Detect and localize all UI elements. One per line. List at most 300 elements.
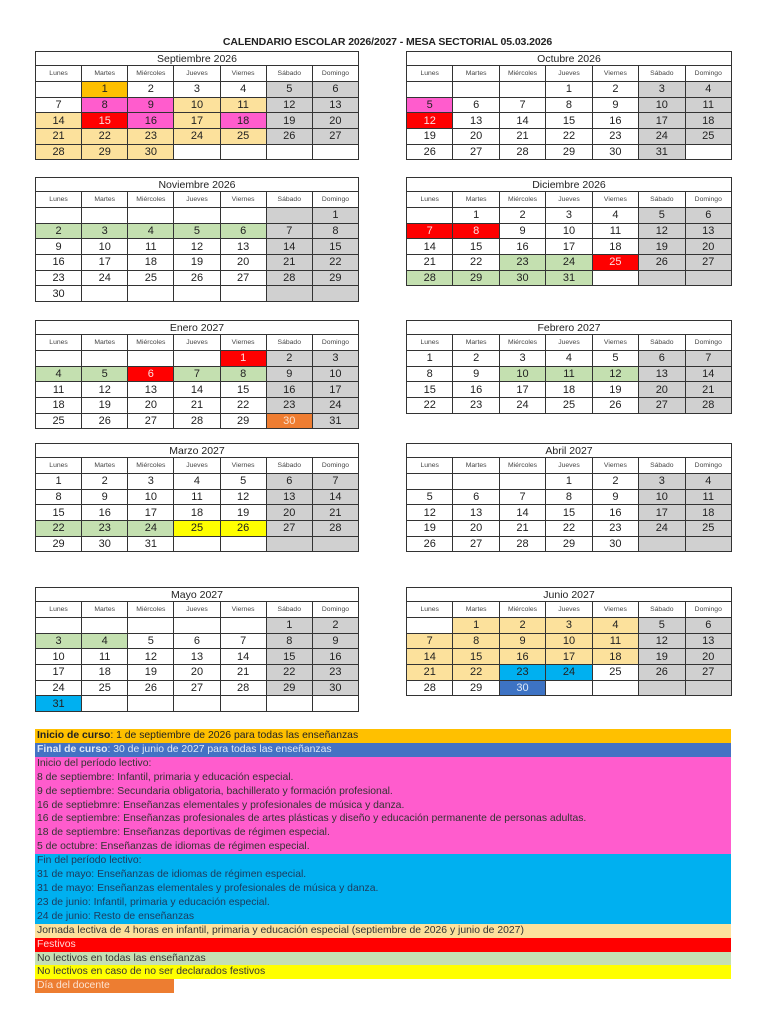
week-row bbox=[407, 366, 732, 382]
day-cell: 14 bbox=[266, 239, 312, 255]
day-cell: 10 bbox=[36, 649, 82, 665]
day-cell: 14 bbox=[499, 505, 545, 521]
legend-no-lectivos-festivos: No lectivos en caso de no ser declarados festivos bbox=[35, 965, 731, 979]
empty-day-cell bbox=[36, 351, 82, 367]
day-cell: 12 bbox=[128, 649, 174, 665]
empty-day-cell bbox=[639, 536, 685, 552]
day-cell: 24 bbox=[546, 255, 592, 271]
day-cell: 8 bbox=[546, 97, 592, 113]
empty-day-cell bbox=[312, 144, 358, 160]
weekday-header: Domingo bbox=[685, 602, 731, 618]
day-cell: 10 bbox=[639, 489, 685, 505]
day-cell: 30 bbox=[312, 680, 358, 696]
empty-day-cell bbox=[453, 474, 499, 490]
legend-line: 31 de mayo: Enseñanzas de idiomas de régimen especial. bbox=[37, 869, 307, 881]
day-cell: 18 bbox=[685, 505, 731, 521]
day-cell: 23 bbox=[82, 521, 128, 537]
empty-day-cell bbox=[266, 536, 312, 552]
week-row bbox=[407, 474, 732, 490]
day-cell: 13 bbox=[312, 97, 358, 113]
empty-day-cell bbox=[128, 618, 174, 634]
empty-day-cell bbox=[546, 680, 592, 696]
week-row bbox=[407, 208, 732, 224]
day-cell: 28 bbox=[685, 398, 731, 414]
day-cell: 24 bbox=[546, 665, 592, 681]
weekday-header: Sábado bbox=[266, 335, 312, 351]
day-cell: 12 bbox=[220, 489, 266, 505]
day-cell: 24 bbox=[174, 129, 220, 145]
day-cell: 19 bbox=[128, 665, 174, 681]
day-cell: 17 bbox=[639, 505, 685, 521]
weekday-header: Lunes bbox=[36, 335, 82, 351]
day-cell: 18 bbox=[174, 505, 220, 521]
day-cell: 12 bbox=[407, 113, 453, 129]
week-row bbox=[407, 382, 732, 398]
day-cell: 17 bbox=[82, 255, 128, 271]
day-cell: 2 bbox=[499, 618, 545, 634]
day-cell: 20 bbox=[453, 521, 499, 537]
day-cell: 6 bbox=[453, 489, 499, 505]
day-cell: 6 bbox=[453, 97, 499, 113]
legend-dia-docente: Día del docente bbox=[35, 979, 174, 993]
weekday-header: Sábado bbox=[266, 192, 312, 208]
day-cell: 21 bbox=[36, 129, 82, 145]
weekday-header: Miércoles bbox=[128, 192, 174, 208]
weekday-header: Viernes bbox=[220, 66, 266, 82]
day-cell: 13 bbox=[266, 489, 312, 505]
day-cell: 21 bbox=[174, 398, 220, 414]
day-cell: 22 bbox=[546, 521, 592, 537]
weekday-header: Domingo bbox=[312, 192, 358, 208]
day-cell: 29 bbox=[453, 270, 499, 286]
day-cell: 12 bbox=[407, 505, 453, 521]
legend-final-curso-text: : 30 de junio de 2027 para todas las enseñanzas bbox=[107, 743, 332, 755]
weekday-header: Martes bbox=[82, 192, 128, 208]
day-cell: 25 bbox=[82, 680, 128, 696]
weekday-header: Domingo bbox=[312, 458, 358, 474]
day-cell: 1 bbox=[407, 351, 453, 367]
day-cell: 19 bbox=[174, 255, 220, 271]
day-cell: 8 bbox=[407, 366, 453, 382]
weekday-header: Jueves bbox=[174, 335, 220, 351]
day-cell: 2 bbox=[36, 223, 82, 239]
day-cell: 8 bbox=[453, 223, 499, 239]
day-cell: 17 bbox=[128, 505, 174, 521]
weekday-header: Sábado bbox=[639, 458, 685, 474]
month-calendar bbox=[406, 177, 732, 286]
day-cell: 19 bbox=[82, 398, 128, 414]
day-cell: 5 bbox=[174, 223, 220, 239]
week-row bbox=[36, 144, 359, 160]
day-cell: 11 bbox=[546, 366, 592, 382]
empty-day-cell bbox=[592, 270, 638, 286]
weekday-header: Domingo bbox=[312, 66, 358, 82]
legend-line: 24 de junio: Resto de enseñanzas bbox=[37, 910, 195, 922]
week-row bbox=[36, 665, 359, 681]
day-cell: 27 bbox=[639, 398, 685, 414]
day-cell: 10 bbox=[312, 366, 358, 382]
day-cell: 7 bbox=[499, 97, 545, 113]
empty-day-cell bbox=[220, 286, 266, 302]
week-row bbox=[36, 536, 359, 552]
month-calendar bbox=[406, 320, 732, 414]
day-cell: 12 bbox=[592, 366, 638, 382]
day-cell: 28 bbox=[407, 680, 453, 696]
day-cell: 11 bbox=[592, 223, 638, 239]
day-cell: 12 bbox=[639, 633, 685, 649]
day-cell: 11 bbox=[685, 97, 731, 113]
day-cell: 3 bbox=[546, 208, 592, 224]
day-cell: 17 bbox=[174, 113, 220, 129]
day-cell: 18 bbox=[685, 113, 731, 129]
month-calendar bbox=[406, 587, 732, 696]
day-cell: 29 bbox=[546, 536, 592, 552]
week-row bbox=[36, 97, 359, 113]
empty-day-cell bbox=[685, 270, 731, 286]
day-cell: 14 bbox=[407, 649, 453, 665]
day-cell: 15 bbox=[453, 239, 499, 255]
day-cell: 20 bbox=[266, 505, 312, 521]
weekday-header: Martes bbox=[453, 192, 499, 208]
day-cell: 28 bbox=[220, 680, 266, 696]
month-title: Septiembre 2026 bbox=[36, 52, 359, 66]
day-cell: 6 bbox=[174, 633, 220, 649]
day-cell: 4 bbox=[546, 351, 592, 367]
day-cell: 24 bbox=[36, 680, 82, 696]
weekday-header: Lunes bbox=[407, 335, 453, 351]
weekday-header: Miércoles bbox=[128, 458, 174, 474]
day-cell: 26 bbox=[174, 270, 220, 286]
week-row bbox=[36, 680, 359, 696]
day-cell: 1 bbox=[546, 474, 592, 490]
day-cell: 11 bbox=[592, 633, 638, 649]
weekday-header: Martes bbox=[82, 458, 128, 474]
day-cell: 13 bbox=[453, 505, 499, 521]
day-cell: 28 bbox=[36, 144, 82, 160]
weekday-header: Viernes bbox=[220, 192, 266, 208]
day-cell: 15 bbox=[407, 382, 453, 398]
weekday-header: Sábado bbox=[639, 66, 685, 82]
weekday-header: Martes bbox=[82, 602, 128, 618]
day-cell: 3 bbox=[174, 82, 220, 98]
day-cell: 11 bbox=[36, 382, 82, 398]
weekday-header: Miércoles bbox=[128, 602, 174, 618]
day-cell: 8 bbox=[312, 223, 358, 239]
empty-day-cell bbox=[36, 208, 82, 224]
weekday-header: Lunes bbox=[407, 602, 453, 618]
day-cell: 30 bbox=[499, 270, 545, 286]
day-cell: 1 bbox=[266, 618, 312, 634]
day-cell: 2 bbox=[82, 474, 128, 490]
day-cell: 26 bbox=[220, 521, 266, 537]
day-cell: 21 bbox=[407, 665, 453, 681]
day-cell: 6 bbox=[312, 82, 358, 98]
weekday-header: Lunes bbox=[36, 66, 82, 82]
day-cell: 31 bbox=[546, 270, 592, 286]
day-cell: 18 bbox=[82, 665, 128, 681]
day-cell: 3 bbox=[499, 351, 545, 367]
week-row bbox=[36, 474, 359, 490]
day-cell: 22 bbox=[82, 129, 128, 145]
empty-day-cell bbox=[266, 208, 312, 224]
day-cell: 26 bbox=[592, 398, 638, 414]
week-row bbox=[36, 82, 359, 98]
day-cell: 31 bbox=[312, 413, 358, 429]
day-cell: 6 bbox=[685, 618, 731, 634]
day-cell: 2 bbox=[128, 82, 174, 98]
day-cell: 7 bbox=[407, 633, 453, 649]
week-row bbox=[36, 255, 359, 271]
day-cell: 3 bbox=[82, 223, 128, 239]
day-cell: 9 bbox=[453, 366, 499, 382]
day-cell: 9 bbox=[266, 366, 312, 382]
empty-day-cell bbox=[453, 82, 499, 98]
day-cell: 20 bbox=[453, 129, 499, 145]
day-cell: 20 bbox=[685, 649, 731, 665]
weekday-header: Lunes bbox=[36, 602, 82, 618]
day-cell: 27 bbox=[453, 536, 499, 552]
day-cell: 22 bbox=[220, 398, 266, 414]
legend-line: 16 de septiebmre: Enseñanzas elementales y profesionales de música y danza. bbox=[37, 799, 405, 811]
day-cell: 22 bbox=[312, 255, 358, 271]
empty-day-cell bbox=[36, 82, 82, 98]
day-cell: 28 bbox=[499, 536, 545, 552]
legend-no-lectivos: No lectivos en todas las enseñanzas bbox=[35, 952, 731, 966]
weekday-header: Sábado bbox=[639, 335, 685, 351]
day-cell: 15 bbox=[266, 649, 312, 665]
week-row bbox=[36, 208, 359, 224]
empty-day-cell bbox=[407, 474, 453, 490]
day-cell: 15 bbox=[82, 113, 128, 129]
week-row bbox=[36, 382, 359, 398]
day-cell: 14 bbox=[220, 649, 266, 665]
month-title: Marzo 2027 bbox=[36, 444, 359, 458]
weekday-header: Viernes bbox=[220, 602, 266, 618]
day-cell: 30 bbox=[82, 536, 128, 552]
week-row bbox=[407, 649, 732, 665]
day-cell: 2 bbox=[592, 474, 638, 490]
week-row bbox=[36, 505, 359, 521]
day-cell: 26 bbox=[407, 144, 453, 160]
day-cell: 16 bbox=[312, 649, 358, 665]
day-cell: 11 bbox=[685, 489, 731, 505]
week-row bbox=[407, 255, 732, 271]
day-cell: 23 bbox=[128, 129, 174, 145]
day-cell: 13 bbox=[639, 366, 685, 382]
day-cell: 3 bbox=[312, 351, 358, 367]
empty-day-cell bbox=[685, 680, 731, 696]
day-cell: 11 bbox=[82, 649, 128, 665]
weekday-header: Lunes bbox=[407, 66, 453, 82]
day-cell: 29 bbox=[546, 144, 592, 160]
week-row bbox=[407, 270, 732, 286]
day-cell: 17 bbox=[499, 382, 545, 398]
day-cell: 6 bbox=[266, 474, 312, 490]
day-cell: 16 bbox=[36, 255, 82, 271]
week-row bbox=[36, 489, 359, 505]
day-cell: 7 bbox=[312, 474, 358, 490]
empty-day-cell bbox=[174, 618, 220, 634]
day-cell: 24 bbox=[639, 521, 685, 537]
weekday-header: Lunes bbox=[36, 192, 82, 208]
day-cell: 9 bbox=[128, 97, 174, 113]
day-cell: 14 bbox=[174, 382, 220, 398]
day-cell: 5 bbox=[220, 474, 266, 490]
empty-day-cell bbox=[220, 618, 266, 634]
day-cell: 13 bbox=[220, 239, 266, 255]
week-row bbox=[36, 521, 359, 537]
day-cell: 27 bbox=[128, 413, 174, 429]
day-cell: 16 bbox=[82, 505, 128, 521]
day-cell: 29 bbox=[312, 270, 358, 286]
day-cell: 6 bbox=[639, 351, 685, 367]
weekday-header: Martes bbox=[453, 602, 499, 618]
day-cell: 25 bbox=[128, 270, 174, 286]
month-calendar bbox=[35, 443, 359, 552]
day-cell: 2 bbox=[499, 208, 545, 224]
day-cell: 10 bbox=[499, 366, 545, 382]
day-cell: 5 bbox=[639, 208, 685, 224]
empty-day-cell bbox=[174, 286, 220, 302]
week-row bbox=[36, 223, 359, 239]
weekday-header: Jueves bbox=[174, 602, 220, 618]
empty-day-cell bbox=[128, 696, 174, 712]
day-cell: 30 bbox=[266, 413, 312, 429]
day-cell: 12 bbox=[266, 97, 312, 113]
weekday-header: Jueves bbox=[174, 192, 220, 208]
empty-day-cell bbox=[220, 536, 266, 552]
day-cell: 17 bbox=[546, 649, 592, 665]
day-cell: 9 bbox=[82, 489, 128, 505]
day-cell: 15 bbox=[453, 649, 499, 665]
day-cell: 17 bbox=[312, 382, 358, 398]
empty-day-cell bbox=[128, 208, 174, 224]
day-cell: 18 bbox=[592, 239, 638, 255]
week-row bbox=[36, 239, 359, 255]
week-row bbox=[407, 223, 732, 239]
empty-day-cell bbox=[312, 286, 358, 302]
day-cell: 23 bbox=[592, 521, 638, 537]
day-cell: 30 bbox=[36, 286, 82, 302]
day-cell: 4 bbox=[174, 474, 220, 490]
day-cell: 16 bbox=[499, 649, 545, 665]
weekday-header: Viernes bbox=[592, 192, 638, 208]
day-cell: 8 bbox=[453, 633, 499, 649]
day-cell: 18 bbox=[546, 382, 592, 398]
weekday-header: Sábado bbox=[266, 66, 312, 82]
day-cell: 25 bbox=[685, 129, 731, 145]
weekday-header: Miércoles bbox=[499, 458, 545, 474]
week-row bbox=[407, 680, 732, 696]
day-cell: 1 bbox=[36, 474, 82, 490]
day-cell: 10 bbox=[128, 489, 174, 505]
empty-day-cell bbox=[174, 696, 220, 712]
day-cell: 13 bbox=[453, 113, 499, 129]
day-cell: 24 bbox=[312, 398, 358, 414]
day-cell: 16 bbox=[592, 113, 638, 129]
legend-line: 9 de septiembre: Secundaria obligatoria, bachillerato y formación profesional. bbox=[37, 785, 393, 797]
day-cell: 26 bbox=[407, 536, 453, 552]
weekday-header: Lunes bbox=[36, 458, 82, 474]
day-cell: 19 bbox=[407, 129, 453, 145]
weekday-header: Miércoles bbox=[499, 602, 545, 618]
day-cell: 19 bbox=[592, 382, 638, 398]
day-cell: 21 bbox=[499, 129, 545, 145]
day-cell: 7 bbox=[407, 223, 453, 239]
day-cell: 31 bbox=[639, 144, 685, 160]
day-cell: 6 bbox=[128, 366, 174, 382]
day-cell: 13 bbox=[685, 223, 731, 239]
weekday-header: Viernes bbox=[220, 458, 266, 474]
day-cell: 20 bbox=[312, 113, 358, 129]
day-cell: 22 bbox=[453, 255, 499, 271]
day-cell: 29 bbox=[266, 680, 312, 696]
day-cell: 27 bbox=[174, 680, 220, 696]
day-cell: 10 bbox=[639, 97, 685, 113]
day-cell: 16 bbox=[499, 239, 545, 255]
empty-day-cell bbox=[82, 351, 128, 367]
day-cell: 15 bbox=[36, 505, 82, 521]
day-cell: 13 bbox=[128, 382, 174, 398]
day-cell: 25 bbox=[174, 521, 220, 537]
day-cell: 25 bbox=[592, 255, 638, 271]
day-cell: 3 bbox=[639, 82, 685, 98]
weekday-header: Miércoles bbox=[499, 192, 545, 208]
weekday-header: Miércoles bbox=[128, 335, 174, 351]
weekday-header: Jueves bbox=[546, 602, 592, 618]
day-cell: 24 bbox=[128, 521, 174, 537]
day-cell: 20 bbox=[685, 239, 731, 255]
day-cell: 5 bbox=[82, 366, 128, 382]
day-cell: 29 bbox=[82, 144, 128, 160]
day-cell: 20 bbox=[639, 382, 685, 398]
week-row bbox=[407, 633, 732, 649]
day-cell: 10 bbox=[174, 97, 220, 113]
weekday-header: Viernes bbox=[592, 602, 638, 618]
day-cell: 13 bbox=[685, 633, 731, 649]
empty-day-cell bbox=[592, 680, 638, 696]
day-cell: 6 bbox=[220, 223, 266, 239]
day-cell: 27 bbox=[685, 665, 731, 681]
weekday-header: Lunes bbox=[407, 192, 453, 208]
weekday-header: Jueves bbox=[546, 66, 592, 82]
day-cell: 2 bbox=[453, 351, 499, 367]
day-cell: 21 bbox=[407, 255, 453, 271]
empty-day-cell bbox=[499, 82, 545, 98]
day-cell: 7 bbox=[685, 351, 731, 367]
weekday-header: Domingo bbox=[685, 66, 731, 82]
legend-jornada: Jornada lectiva de 4 horas en infantil, primaria y educación especial (septiembre de 2026 y junio de 2027) bbox=[35, 924, 731, 938]
month-title: Abril 2027 bbox=[407, 444, 732, 458]
week-row bbox=[407, 82, 732, 98]
empty-day-cell bbox=[174, 536, 220, 552]
day-cell: 30 bbox=[128, 144, 174, 160]
day-cell: 14 bbox=[36, 113, 82, 129]
day-cell: 23 bbox=[312, 665, 358, 681]
day-cell: 23 bbox=[499, 665, 545, 681]
month-title: Febrero 2027 bbox=[407, 321, 732, 335]
week-row bbox=[407, 665, 732, 681]
day-cell: 25 bbox=[685, 521, 731, 537]
legend-inicio-lectivo bbox=[35, 757, 731, 854]
day-cell: 8 bbox=[82, 97, 128, 113]
empty-day-cell bbox=[266, 144, 312, 160]
day-cell: 14 bbox=[499, 113, 545, 129]
day-cell: 3 bbox=[128, 474, 174, 490]
legend-line: 23 de junio: Infantil, primaria y educación especial. bbox=[37, 896, 270, 908]
empty-day-cell bbox=[128, 286, 174, 302]
day-cell: 27 bbox=[220, 270, 266, 286]
